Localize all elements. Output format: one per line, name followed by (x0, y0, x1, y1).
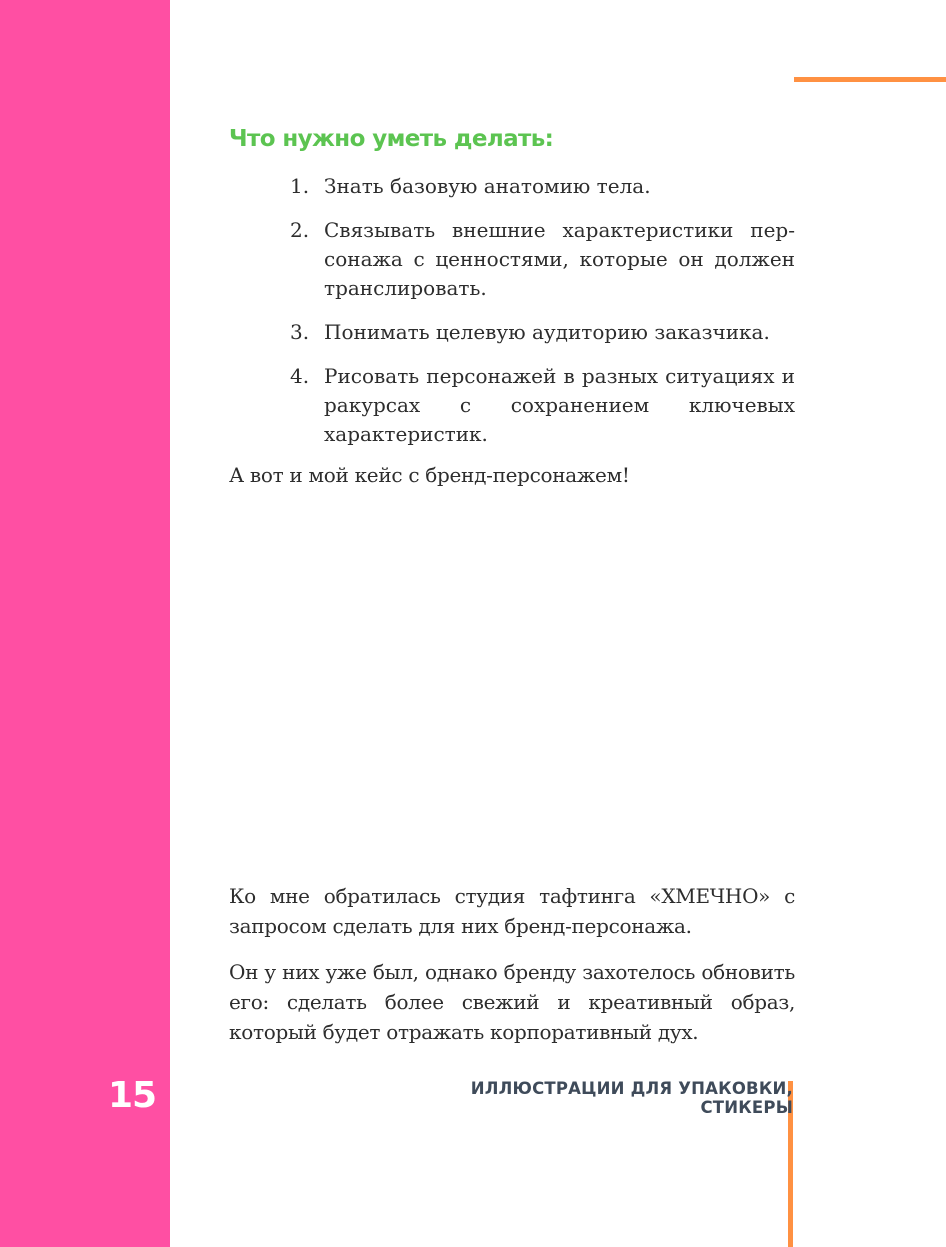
list-text: Понимать целевую аудиторию заказчика. (324, 320, 770, 344)
page-number: 15 (108, 1075, 157, 1116)
list-text: Рисовать персонажей в разных ситуациях и ракурсах с сохранением ключевых характеристик. (324, 364, 795, 446)
top-accent-rule (794, 77, 946, 82)
list-number: 3. (290, 320, 310, 344)
case-paragraph-2: Он у них уже был, однако бренду захотелось обновить его: сделать более свежий и креативный образ, который будет отражать корпоративный дух. (229, 960, 795, 1044)
list-number: 4. (290, 364, 310, 388)
list-item (290, 172, 795, 201)
list-item (290, 318, 795, 347)
list-item (290, 362, 795, 449)
skills-list (290, 172, 795, 464)
case-paragraph-1: Ко мне обратилась студия тафтинга «ХМЕЧНО» с запросом сделать для них бренд-персонажа. (229, 884, 795, 938)
list-text: Связывать внешние характеристики персонажа с ценностями, которые он должен транслировать. (324, 218, 795, 300)
footer-section-title: ИЛЛЮСТРАЦИИ ДЛЯ УПАКОВКИ, СТИКЕРЫ (470, 1079, 793, 1117)
list-item (290, 216, 795, 303)
pink-sidebar (0, 0, 170, 1247)
list-number: 1. (290, 174, 310, 198)
list-text: Знать базовую анатомию тела. (324, 174, 651, 198)
section-heading: Что нужно уметь делать: (229, 126, 554, 152)
intro-case-text: А вот и мой кейс с бренд-персонажем! (229, 463, 630, 487)
list-number: 2. (290, 218, 310, 242)
